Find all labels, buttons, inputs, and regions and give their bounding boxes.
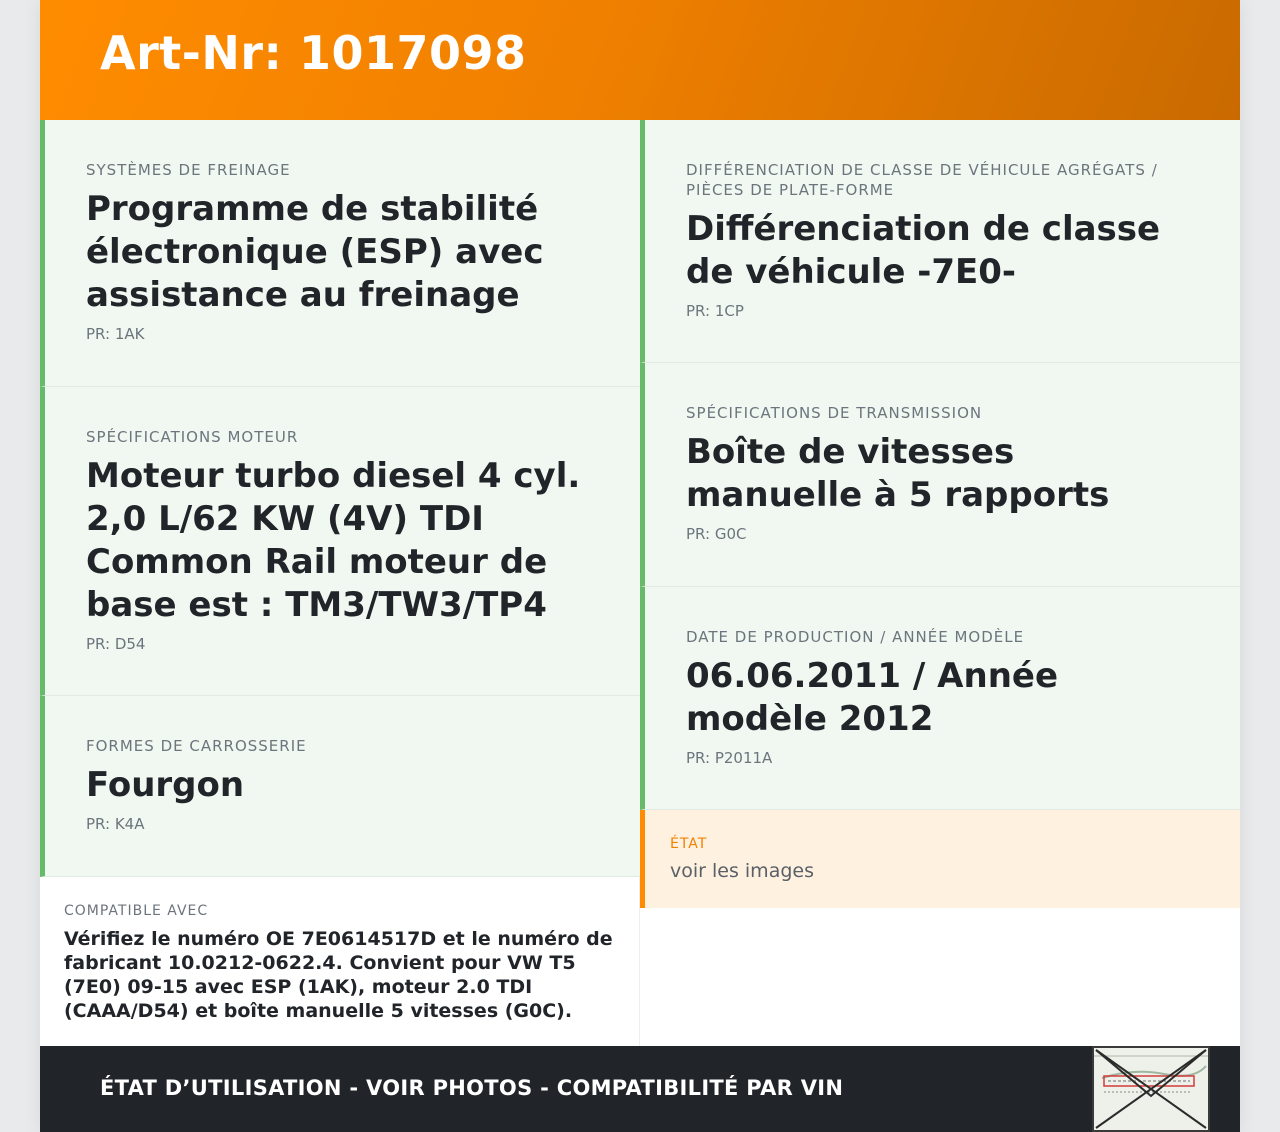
spec-pr-code: PR: D54 [86,635,146,653]
view-images-link[interactable]: voir les images [670,860,814,882]
document-photo-thumbnail-icon[interactable] [1092,1046,1210,1132]
spec-category: SPÉCIFICATIONS MOTEUR [86,428,299,446]
compatibility-section [40,877,640,1046]
spec-category: SPÉCIFICATIONS DE TRANSMISSION [686,404,983,422]
spec-card-body [40,696,640,877]
spec-value: Fourgon [86,765,245,805]
condition-label: ÉTAT [670,836,708,852]
spec-card-braking [40,120,640,387]
spec-pr-code: PR: G0C [686,525,747,543]
spec-card-transmission [640,363,1240,587]
spec-pr-code: PR: K4A [86,815,145,833]
spec-value: Différenciation de classe de véhicule -7E0- [686,209,1161,292]
compatibility-label: COMPATIBLE AVEC [64,903,209,919]
spec-pr-code: PR: 1AK [86,325,145,343]
condition-box [640,810,1240,908]
right-spec-column [640,120,1240,908]
spec-value: 06.06.2011 / Année modèle 2012 [686,656,1059,739]
article-number-title: Art-Nr: 1017098 [100,26,527,80]
spec-category: SYSTÈMES DE FREINAGE [86,161,291,179]
spec-value: Moteur turbo diesel 4 cyl. 2,0 L/62 KW (4V) TDI Common Rail moteur de base est : TM3/TW3/TP4 [86,456,581,625]
spec-value: Programme de stabilité électronique (ESP) avec assistance au freinage [86,189,544,315]
spec-category: FORMES DE CARROSSERIE [86,737,307,755]
product-card [40,0,1240,1132]
compatibility-text: Vérifiez le numéro OE 7E0614517D et le numéro de fabricant 10.0212-0622.4. Convient pour VW T5 (7E0) 09-15 avec ESP (1AK), moteur 2.0 TDI (CAAA/D54) et boîte manuelle 5 vitesses (G0C). [64,928,613,1022]
spec-pr-code: PR: P2011A [686,749,773,767]
footer-banner-text: ÉTAT D’UTILISATION - VOIR PHOTOS - COMPATIBILITÉ PAR VIN [100,1076,844,1100]
spec-category: DATE DE PRODUCTION / ANNÉE MODÈLE [686,628,1025,646]
spec-card-vehicle-class [640,120,1240,363]
spec-value: Boîte de vitesses manuelle à 5 rapports [686,432,1110,515]
spec-category: DIFFÉRENCIATION DE CLASSE DE VÉHICULE AGRÉGATS / PIÈCES DE PLATE-FORME [686,161,1158,199]
thumbnail-graphic [1094,1048,1208,1130]
left-spec-column [40,120,640,877]
spec-card-production-date [640,587,1240,810]
header-banner [40,0,1240,120]
footer-bar [40,1046,1240,1132]
spec-card-engine [40,387,640,696]
spec-pr-code: PR: 1CP [686,302,744,320]
